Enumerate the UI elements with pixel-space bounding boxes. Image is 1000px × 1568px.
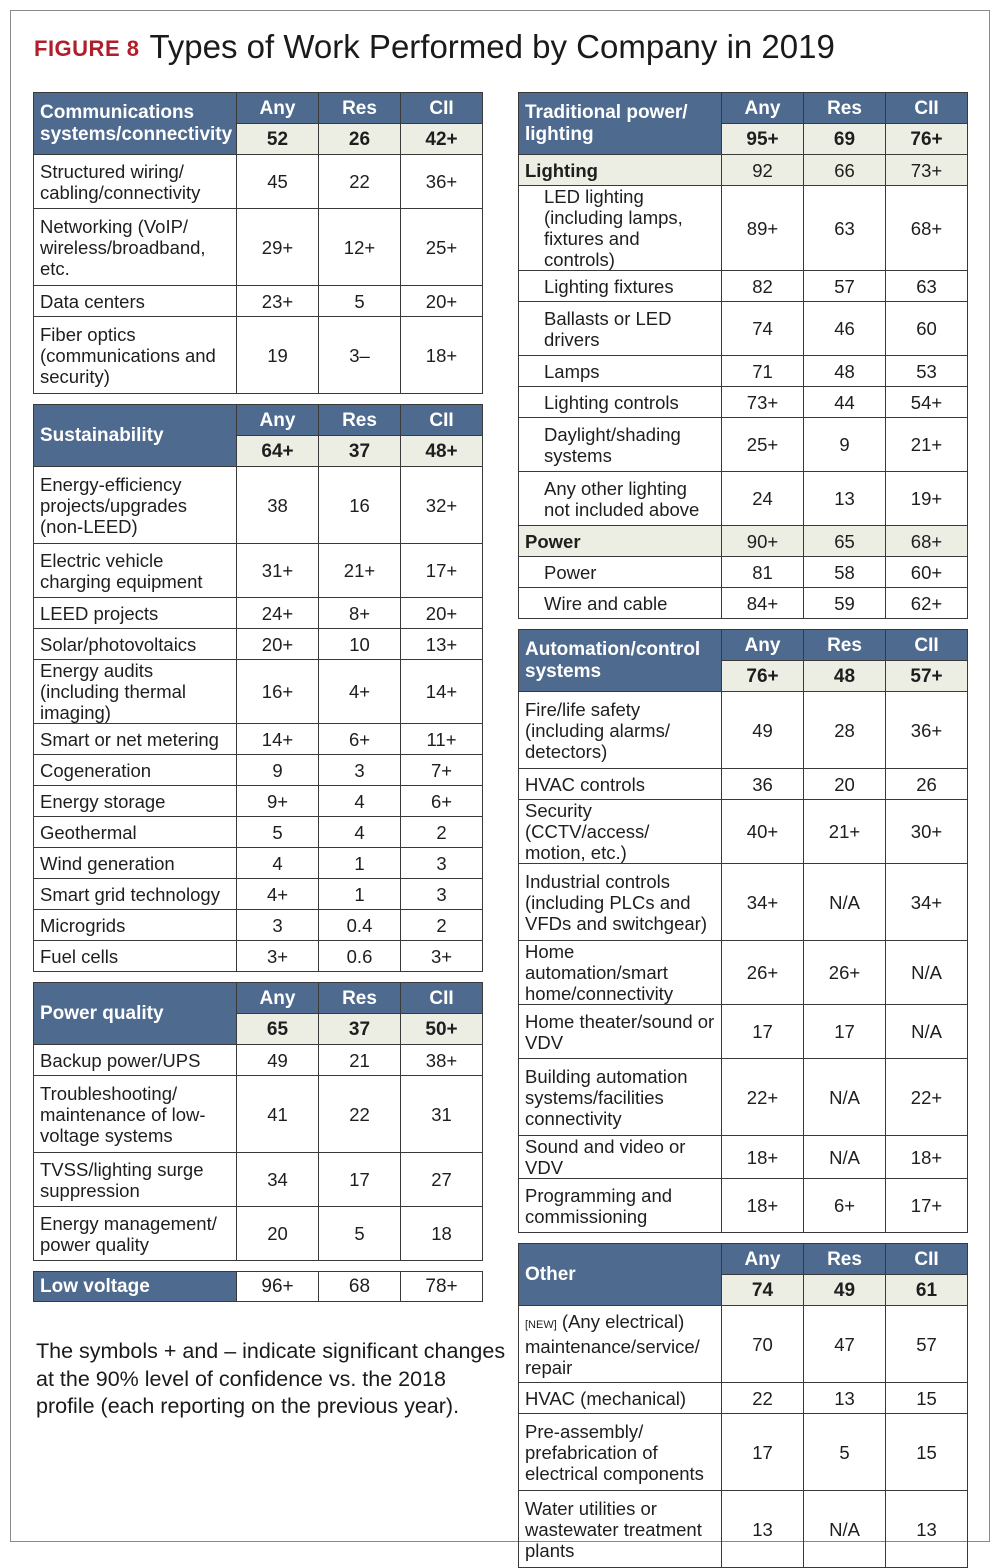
row-label: LEED projects — [34, 598, 237, 629]
section-header-row — [34, 983, 483, 1014]
value-cell-any: 34+ — [722, 864, 804, 941]
value-cell-any: 24 — [722, 472, 804, 526]
total-cell-res: 26 — [319, 124, 401, 155]
row-label: Industrial controls (including PLCs and VFDs and switchgear) — [519, 864, 722, 941]
row-label: Energy audits (including thermal imaging) — [34, 660, 237, 724]
value-cell-cii: 25+ — [401, 209, 483, 286]
total-cell-res: 48 — [804, 661, 886, 692]
value-cell-any: 24+ — [237, 598, 319, 629]
table-row — [34, 786, 483, 817]
value-cell-cii: 6+ — [401, 786, 483, 817]
column-header-cii: CII — [401, 983, 483, 1014]
significance-note: The symbols + and – indicate significant changes at the 90% level of confidence vs. the 2018 profile (each reporting on the previous year). — [36, 1339, 506, 1418]
right-section-1-table — [518, 629, 968, 1233]
value-cell-cii: 60+ — [886, 557, 968, 588]
column-header-cii: CII — [401, 405, 483, 436]
value-cell-cii: 26 — [886, 769, 968, 800]
value-cell-res: 47 — [804, 1306, 886, 1383]
row-label: Daylight/shading systems — [519, 418, 722, 472]
value-cell-any: 90+ — [722, 526, 804, 557]
column-header-res: Res — [319, 93, 401, 124]
value-cell-res: 4 — [319, 786, 401, 817]
section-gap — [518, 1233, 968, 1243]
row-label: Geothermal — [34, 817, 237, 848]
table-row — [519, 769, 968, 800]
value-cell-res: 5 — [804, 1414, 886, 1491]
section-header-row — [519, 93, 968, 124]
value-cell-res: 21+ — [319, 544, 401, 598]
total-cell-cii: 57+ — [886, 661, 968, 692]
figure-title-text: Types of Work Performed by Company in 2019 — [149, 28, 835, 65]
value-cell-any: 45 — [237, 155, 319, 209]
table-row — [34, 286, 483, 317]
value-cell-cii: 13 — [886, 1491, 968, 1568]
value-cell-cii: 21+ — [886, 418, 968, 472]
value-cell-res: 6+ — [804, 1179, 886, 1233]
table-row — [34, 467, 483, 544]
left-column — [33, 92, 483, 1302]
total-cell-res: 69 — [804, 124, 886, 155]
value-cell-res: 6+ — [319, 724, 401, 755]
value-cell-res: 4 — [319, 817, 401, 848]
total-cell-any: 95+ — [722, 124, 804, 155]
value-cell-any: 29+ — [237, 209, 319, 286]
value-cell-cii: 3 — [401, 879, 483, 910]
value-cell-any: 89+ — [722, 186, 804, 271]
value-cell-cii: 32+ — [401, 467, 483, 544]
value-cell-cii: 60 — [886, 302, 968, 356]
value-cell-res: 44 — [804, 387, 886, 418]
value-cell-any: 49 — [722, 692, 804, 769]
value-cell-res: 10 — [319, 629, 401, 660]
row-label: Sound and video or VDV — [519, 1136, 722, 1179]
table-row — [519, 864, 968, 941]
row-label: Cogeneration — [34, 755, 237, 786]
value-cell-any: 84+ — [722, 588, 804, 619]
value-cell-res: 17 — [804, 1005, 886, 1059]
value-cell-any: 36 — [722, 769, 804, 800]
value-cell-any: 5 — [237, 817, 319, 848]
column-header-res: Res — [319, 983, 401, 1014]
value-cell-any: 14+ — [237, 724, 319, 755]
section-header-row — [519, 1244, 968, 1275]
value-cell-res: N/A — [804, 1059, 886, 1136]
row-label: Networking (VoIP/ wireless/broadband, etc. — [34, 209, 237, 286]
value-cell-any: 3+ — [237, 941, 319, 972]
section-gap — [518, 619, 968, 629]
row-label: Backup power/UPS — [34, 1045, 237, 1076]
value-cell-res: 8+ — [319, 598, 401, 629]
value-cell-cii: N/A — [886, 941, 968, 1005]
column-header-cii: CII — [886, 93, 968, 124]
table-row — [34, 910, 483, 941]
row-label: Ballasts or LED drivers — [519, 302, 722, 356]
row-label: Smart grid technology — [34, 879, 237, 910]
row-label: Security (CCTV/access/ motion, etc.) — [519, 800, 722, 864]
value-cell-cii: 34+ — [886, 864, 968, 941]
row-label: Wire and cable — [519, 588, 722, 619]
value-cell-res: 16 — [319, 467, 401, 544]
total-cell-res: 37 — [319, 436, 401, 467]
value-cell-res: 4+ — [319, 660, 401, 724]
column-header-res: Res — [804, 93, 886, 124]
table-row — [519, 418, 968, 472]
value-cell-cii: 63 — [886, 271, 968, 302]
value-cell-any: 49 — [237, 1045, 319, 1076]
value-cell-cii: 19+ — [886, 472, 968, 526]
table-row — [34, 755, 483, 786]
row-label: Structured wiring/ cabling/connectivity — [34, 155, 237, 209]
section-header-row — [34, 405, 483, 436]
value-cell-cii: 62+ — [886, 588, 968, 619]
row-label: Data centers — [34, 286, 237, 317]
value-cell-cii: 17+ — [401, 544, 483, 598]
column-header-any: Any — [237, 405, 319, 436]
value-cell-cii: 7+ — [401, 755, 483, 786]
value-cell-res: 20 — [804, 769, 886, 800]
figure-label: FIGURE 8 — [34, 36, 140, 61]
section-gap — [33, 1261, 483, 1271]
value-cell-any: 22+ — [722, 1059, 804, 1136]
table-row — [519, 472, 968, 526]
value-cell-cii: 73+ — [886, 155, 968, 186]
value-cell-cii: 11+ — [401, 724, 483, 755]
left-section-0-table — [33, 92, 483, 394]
section-header: Traditional power/ lighting — [519, 93, 722, 155]
table-row — [34, 817, 483, 848]
table-row — [34, 1207, 483, 1261]
value-cell-any: 38 — [237, 467, 319, 544]
value-cell-any: 9 — [237, 755, 319, 786]
value-cell-cii: 36+ — [886, 692, 968, 769]
value-cell-res: 3 — [319, 755, 401, 786]
value-cell-cii: 27 — [401, 1153, 483, 1207]
value-cell-res: 5 — [319, 286, 401, 317]
value-cell-cii: 18+ — [401, 317, 483, 394]
value-cell-any: 20+ — [237, 629, 319, 660]
row-label: Solar/photovoltaics — [34, 629, 237, 660]
row-label: Troubleshooting/ maintenance of low-voltage systems — [34, 1076, 237, 1153]
table-row — [34, 1076, 483, 1153]
value-cell-res: 46 — [804, 302, 886, 356]
value-cell-res: 59 — [804, 588, 886, 619]
table-row — [34, 1153, 483, 1207]
value-cell-any: 34 — [237, 1153, 319, 1207]
section-header-row — [34, 93, 483, 124]
total-cell-cii: 42+ — [401, 124, 483, 155]
value-cell-any: 17 — [722, 1414, 804, 1491]
section-header: Power quality — [34, 983, 237, 1045]
table-row — [519, 1005, 968, 1059]
row-label: Building automation systems/facilities connectivity — [519, 1059, 722, 1136]
row-label: LED lighting (including lamps, fixtures and controls) — [519, 186, 722, 271]
value-cell-cii: 13+ — [401, 629, 483, 660]
table-row — [519, 186, 968, 271]
table-row — [34, 598, 483, 629]
section-total-row — [34, 1272, 483, 1302]
table-row — [519, 800, 968, 864]
row-label: Energy management/ power quality — [34, 1207, 237, 1261]
value-cell-cii: 3+ — [401, 941, 483, 972]
value-cell-any: 4+ — [237, 879, 319, 910]
value-cell-res: 48 — [804, 356, 886, 387]
value-cell-any: 73+ — [722, 387, 804, 418]
value-cell-cii: 20+ — [401, 598, 483, 629]
table-row — [519, 692, 968, 769]
total-cell-any: 74 — [722, 1275, 804, 1306]
table-row — [519, 1491, 968, 1568]
table-row — [34, 1045, 483, 1076]
row-label: Any other lighting not included above — [519, 472, 722, 526]
value-cell-res: 1 — [319, 879, 401, 910]
value-cell-res: 1 — [319, 848, 401, 879]
table-row — [519, 356, 968, 387]
column-header-any: Any — [237, 983, 319, 1014]
section-header: Sustainability — [34, 405, 237, 467]
total-cell-any: 76+ — [722, 661, 804, 692]
value-cell-res: 12+ — [319, 209, 401, 286]
table-row — [519, 1306, 968, 1383]
total-cell-cii: 48+ — [401, 436, 483, 467]
value-cell-any: 19 — [237, 317, 319, 394]
right-section-0-table — [518, 92, 968, 619]
value-cell-cii: 2 — [401, 817, 483, 848]
table-row — [519, 1136, 968, 1179]
value-cell-any: 40+ — [722, 800, 804, 864]
value-cell-any: 70 — [722, 1306, 804, 1383]
value-cell-cii: 14+ — [401, 660, 483, 724]
total-cell-cii: 78+ — [401, 1272, 483, 1302]
value-cell-any: 16+ — [237, 660, 319, 724]
value-cell-res: 21 — [319, 1045, 401, 1076]
value-cell-res: 5 — [319, 1207, 401, 1261]
table-row — [34, 209, 483, 286]
row-label: Wind generation — [34, 848, 237, 879]
value-cell-any: 3 — [237, 910, 319, 941]
new-tag: [NEW] — [525, 1318, 557, 1331]
column-header-any: Any — [722, 1244, 804, 1275]
column-header-res: Res — [319, 405, 401, 436]
row-label: Pre-assembly/ prefabrication of electrical components — [519, 1414, 722, 1491]
table-row — [34, 544, 483, 598]
row-label: Home theater/sound or VDV — [519, 1005, 722, 1059]
value-cell-cii: 68+ — [886, 526, 968, 557]
value-cell-cii: 53 — [886, 356, 968, 387]
column-header-any: Any — [237, 93, 319, 124]
value-cell-cii: 15 — [886, 1383, 968, 1414]
row-label: Programming and commissioning — [519, 1179, 722, 1233]
value-cell-any: 9+ — [237, 786, 319, 817]
value-cell-cii: 30+ — [886, 800, 968, 864]
section-header: Other — [519, 1244, 722, 1306]
value-cell-cii: 17+ — [886, 1179, 968, 1233]
row-label: Electric vehicle charging equipment — [34, 544, 237, 598]
row-label: Fuel cells — [34, 941, 237, 972]
total-cell-cii: 50+ — [401, 1014, 483, 1045]
value-cell-cii: 18+ — [886, 1136, 968, 1179]
section-gap — [33, 972, 483, 982]
row-label: Home automation/smart home/connectivity — [519, 941, 722, 1005]
row-label: HVAC (mechanical) — [519, 1383, 722, 1414]
row-label: Fire/life safety (including alarms/ detectors) — [519, 692, 722, 769]
row-label: Power — [519, 526, 722, 557]
table-row — [519, 557, 968, 588]
value-cell-any: 18+ — [722, 1179, 804, 1233]
value-cell-any: 31+ — [237, 544, 319, 598]
table-row — [34, 155, 483, 209]
total-cell-any: 65 — [237, 1014, 319, 1045]
row-label: Power — [519, 557, 722, 588]
row-label: Water utilities or wastewater treatment plants — [519, 1491, 722, 1568]
value-cell-res: 66 — [804, 155, 886, 186]
column-header-any: Any — [722, 93, 804, 124]
row-label: Energy-efficiency projects/upgrades (non-LEED) — [34, 467, 237, 544]
row-label: TVSS/lighting surge suppression — [34, 1153, 237, 1207]
value-cell-any: 82 — [722, 271, 804, 302]
value-cell-res: 0.6 — [319, 941, 401, 972]
value-cell-cii: N/A — [886, 1005, 968, 1059]
table-row — [519, 588, 968, 619]
value-cell-any: 18+ — [722, 1136, 804, 1179]
right-section-2-table — [518, 1243, 968, 1568]
table-row — [34, 848, 483, 879]
total-cell-cii: 76+ — [886, 124, 968, 155]
value-cell-any: 13 — [722, 1491, 804, 1568]
column-header-cii: CII — [401, 93, 483, 124]
value-cell-any: 74 — [722, 302, 804, 356]
value-cell-any: 25+ — [722, 418, 804, 472]
value-cell-any: 41 — [237, 1076, 319, 1153]
right-column — [518, 92, 968, 1568]
section-gap — [33, 394, 483, 404]
row-label: Microgrids — [34, 910, 237, 941]
value-cell-any: 20 — [237, 1207, 319, 1261]
value-cell-cii: 54+ — [886, 387, 968, 418]
row-label: HVAC controls — [519, 769, 722, 800]
table-row — [34, 941, 483, 972]
value-cell-cii: 22+ — [886, 1059, 968, 1136]
value-cell-res: 21+ — [804, 800, 886, 864]
section-header-row — [519, 630, 968, 661]
value-cell-res: N/A — [804, 864, 886, 941]
value-cell-any: 26+ — [722, 941, 804, 1005]
section-header: Low voltage — [34, 1272, 237, 1302]
left-section-2-table — [33, 982, 483, 1261]
table-row — [519, 1383, 968, 1414]
table-row — [519, 1059, 968, 1136]
value-cell-res: 26+ — [804, 941, 886, 1005]
value-cell-res: 57 — [804, 271, 886, 302]
total-cell-res: 49 — [804, 1275, 886, 1306]
value-cell-any: 17 — [722, 1005, 804, 1059]
table-row — [34, 724, 483, 755]
table-row — [34, 317, 483, 394]
table-row — [519, 302, 968, 356]
value-cell-cii: 36+ — [401, 155, 483, 209]
column-header-cii: CII — [886, 1244, 968, 1275]
column-header-cii: CII — [886, 630, 968, 661]
row-label: Fiber optics (communications and security) — [34, 317, 237, 394]
value-cell-res: N/A — [804, 1136, 886, 1179]
column-header-res: Res — [804, 1244, 886, 1275]
value-cell-res: 13 — [804, 472, 886, 526]
figure-title — [34, 28, 835, 66]
table-row — [519, 387, 968, 418]
value-cell-cii: 3 — [401, 848, 483, 879]
value-cell-any: 22 — [722, 1383, 804, 1414]
total-cell-cii: 61 — [886, 1275, 968, 1306]
value-cell-res: 0.4 — [319, 910, 401, 941]
value-cell-res: 17 — [319, 1153, 401, 1207]
table-row — [34, 629, 483, 660]
table-row — [519, 1179, 968, 1233]
table-row — [519, 1414, 968, 1491]
value-cell-cii: 18 — [401, 1207, 483, 1261]
row-label: Lamps — [519, 356, 722, 387]
table-row — [519, 271, 968, 302]
value-cell-cii: 38+ — [401, 1045, 483, 1076]
row-label: Energy storage — [34, 786, 237, 817]
value-cell-cii: 20+ — [401, 286, 483, 317]
total-cell-res: 37 — [319, 1014, 401, 1045]
row-label: Smart or net metering — [34, 724, 237, 755]
value-cell-cii: 68+ — [886, 186, 968, 271]
column-header-any: Any — [722, 630, 804, 661]
total-cell-any: 96+ — [237, 1272, 319, 1302]
value-cell-res: 3– — [319, 317, 401, 394]
value-cell-cii: 2 — [401, 910, 483, 941]
column-header-res: Res — [804, 630, 886, 661]
value-cell-res: 22 — [319, 1076, 401, 1153]
row-label: Lighting controls — [519, 387, 722, 418]
value-cell-res: 28 — [804, 692, 886, 769]
total-cell-res: 68 — [319, 1272, 401, 1302]
value-cell-any: 71 — [722, 356, 804, 387]
value-cell-any: 92 — [722, 155, 804, 186]
value-cell-res: 22 — [319, 155, 401, 209]
total-cell-any: 64+ — [237, 436, 319, 467]
value-cell-any: 23+ — [237, 286, 319, 317]
total-cell-any: 52 — [237, 124, 319, 155]
section-header: Automation/control systems — [519, 630, 722, 692]
left-section-1-table — [33, 404, 483, 972]
table-row — [34, 879, 483, 910]
table-row — [34, 660, 483, 724]
value-cell-any: 81 — [722, 557, 804, 588]
row-label: Lighting — [519, 155, 722, 186]
value-cell-cii: 31 — [401, 1076, 483, 1153]
value-cell-res: 9 — [804, 418, 886, 472]
section-header: Communications systems/connectivity — [34, 93, 237, 155]
value-cell-res: N/A — [804, 1491, 886, 1568]
value-cell-any: 4 — [237, 848, 319, 879]
row-label: [NEW] (Any electrical) maintenance/service/ repair — [519, 1306, 722, 1383]
value-cell-cii: 57 — [886, 1306, 968, 1383]
subcategory-row — [519, 155, 968, 186]
value-cell-cii: 15 — [886, 1414, 968, 1491]
row-label: Lighting fixtures — [519, 271, 722, 302]
value-cell-res: 13 — [804, 1383, 886, 1414]
value-cell-res: 65 — [804, 526, 886, 557]
left-section-3-table — [33, 1271, 483, 1302]
table-row — [519, 941, 968, 1005]
value-cell-res: 63 — [804, 186, 886, 271]
value-cell-res: 58 — [804, 557, 886, 588]
subcategory-row — [519, 526, 968, 557]
